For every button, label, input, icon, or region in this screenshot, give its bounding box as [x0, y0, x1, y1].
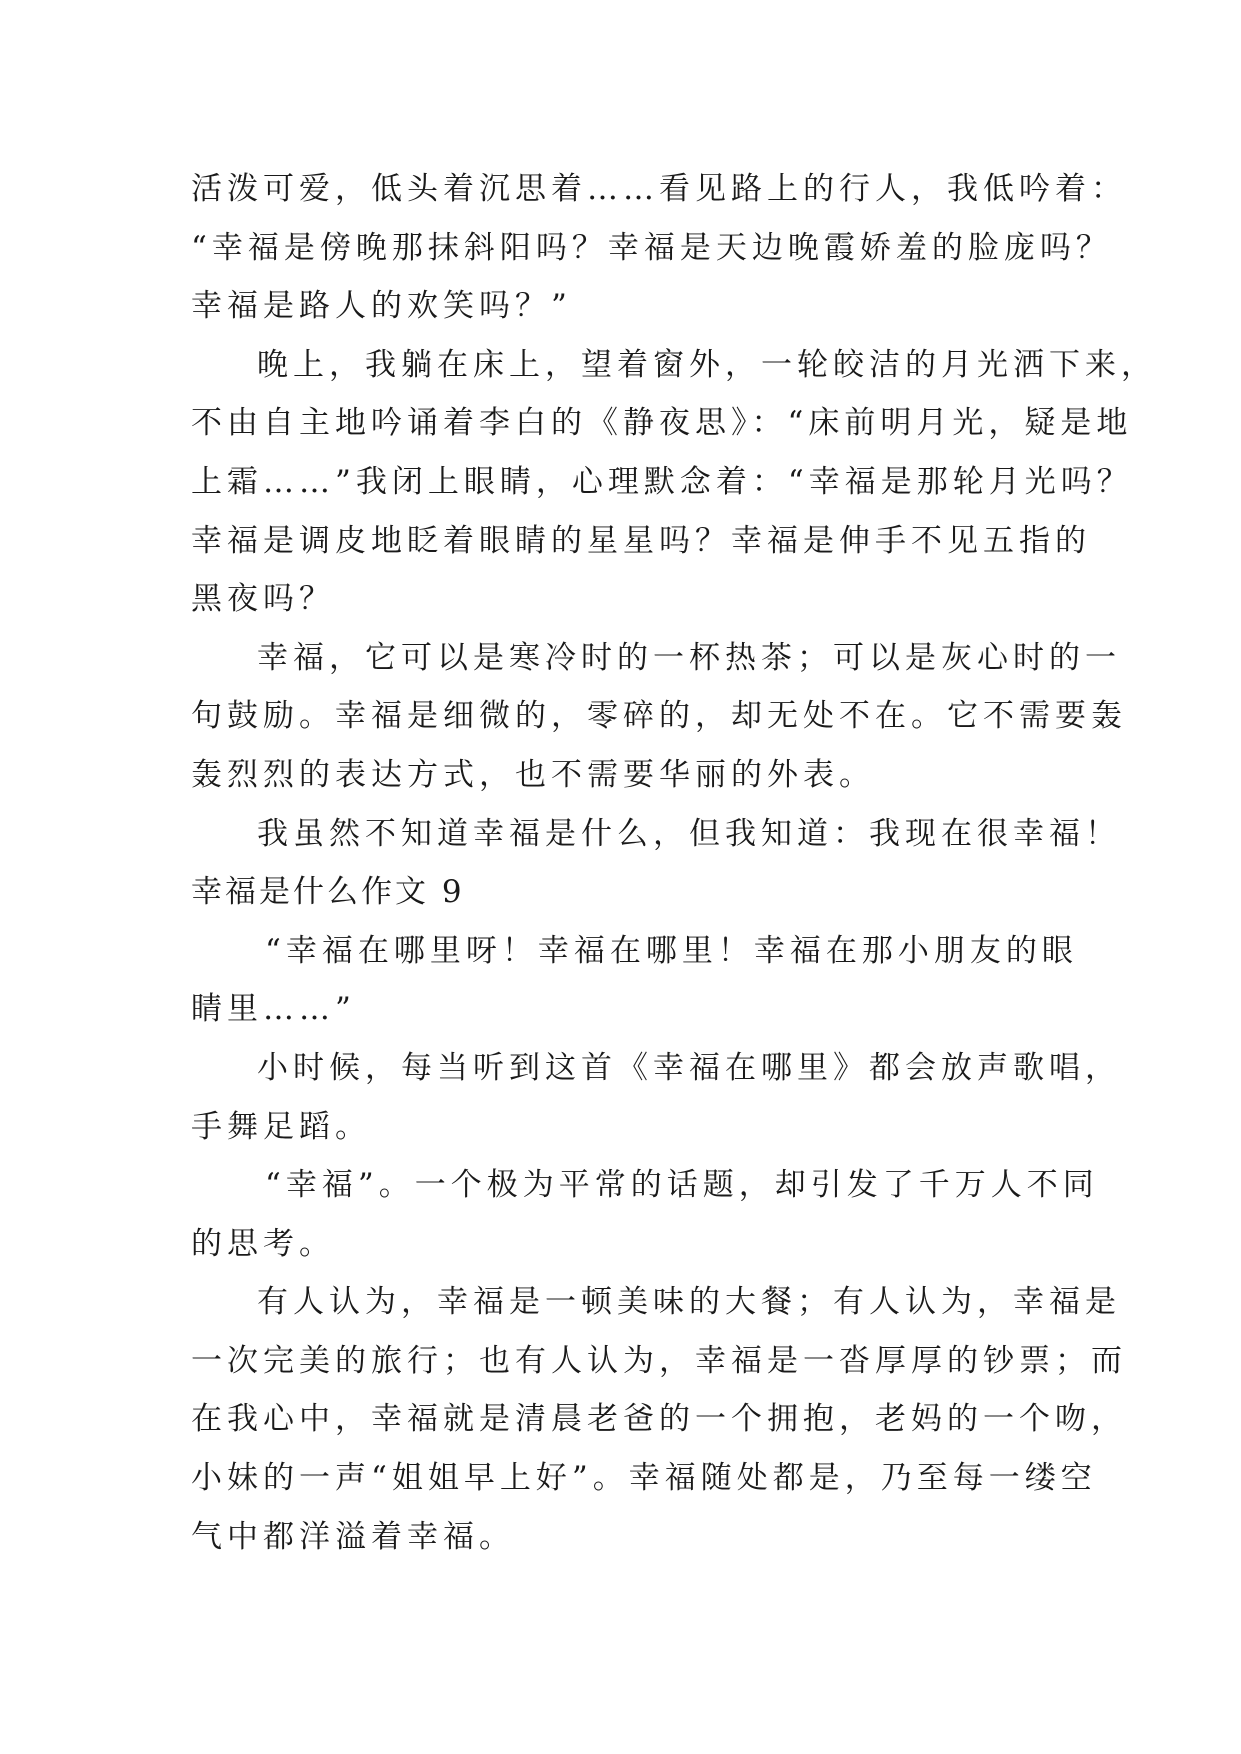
text-line: 轰烈烈的表达方式，也不需要华丽的外表。 — [191, 756, 875, 793]
paragraph-start-line: 有人认为，幸福是一顿美味的大餐；有人认为，幸福是 — [257, 1284, 1121, 1321]
text-line: 黑夜吗？ — [191, 581, 335, 618]
text-line: 手舞足蹈。 — [191, 1108, 371, 1145]
paragraph-start-line: “幸福”。一个极为平常的话题，却引发了千万人不同 — [265, 1167, 1099, 1204]
paragraph-start-line: 幸福，它可以是寒冷时的一杯热茶；可以是灰心时的一 — [257, 639, 1121, 676]
document-page — [191, 160, 1157, 1566]
text-line: 幸福是调皮地眨着眼睛的星星吗？幸福是伸手不见五指的 — [191, 522, 1091, 559]
text-line: 一次完美的旅行；也有人认为，幸福是一沓厚厚的钞票；而 — [191, 1342, 1127, 1379]
text-line: 幸福是路人的欢笑吗？” — [191, 288, 572, 325]
paragraph-start-line: “幸福在哪里呀！幸福在哪里！幸福在那小朋友的眼 — [265, 932, 1078, 969]
text-line: 气中都洋溢着幸福。 — [191, 1518, 515, 1555]
text-line: 小妹的一声“姐姐早上好”。幸福随处都是，乃至每一缕空 — [191, 1460, 1097, 1497]
text-line: 句鼓励。幸福是细微的，零碎的，却无处不在。它不需要轰 — [191, 698, 1127, 735]
text-line: 的思考。 — [191, 1225, 335, 1262]
text-line: 在我心中，幸福就是清晨老爸的一个拥抱，老妈的一个吻， — [191, 1401, 1127, 1438]
text-line: 上霜……”我闭上眼睛，心理默念着：“幸福是那轮月光吗？ — [191, 463, 1133, 500]
text-line: 活泼可爱，低头着沉思着……看见路上的行人，我低吟着： — [191, 171, 1127, 207]
paragraph-start-line: 小时候，每当听到这首《幸福在哪里》都会放声歌唱， — [257, 1049, 1121, 1086]
paragraph-start-line: 我虽然不知道幸福是什么，但我知道：我现在很幸福！ — [257, 815, 1121, 852]
text-line: 不由自主地吟诵着李白的《静夜思》：“床前明月光，疑是地 — [191, 405, 1133, 442]
essay-title: 幸福是什么作文 9 — [191, 874, 465, 911]
text-line: 睛里……” — [191, 991, 356, 1028]
text-line: “幸福是傍晚那抹斜阳吗？幸福是天边晚霞娇羞的脸庞吗？ — [191, 229, 1112, 266]
paragraph-start-line: 晚上，我躺在床上，望着窗外，一轮皎洁的月光洒下来， — [257, 346, 1157, 383]
